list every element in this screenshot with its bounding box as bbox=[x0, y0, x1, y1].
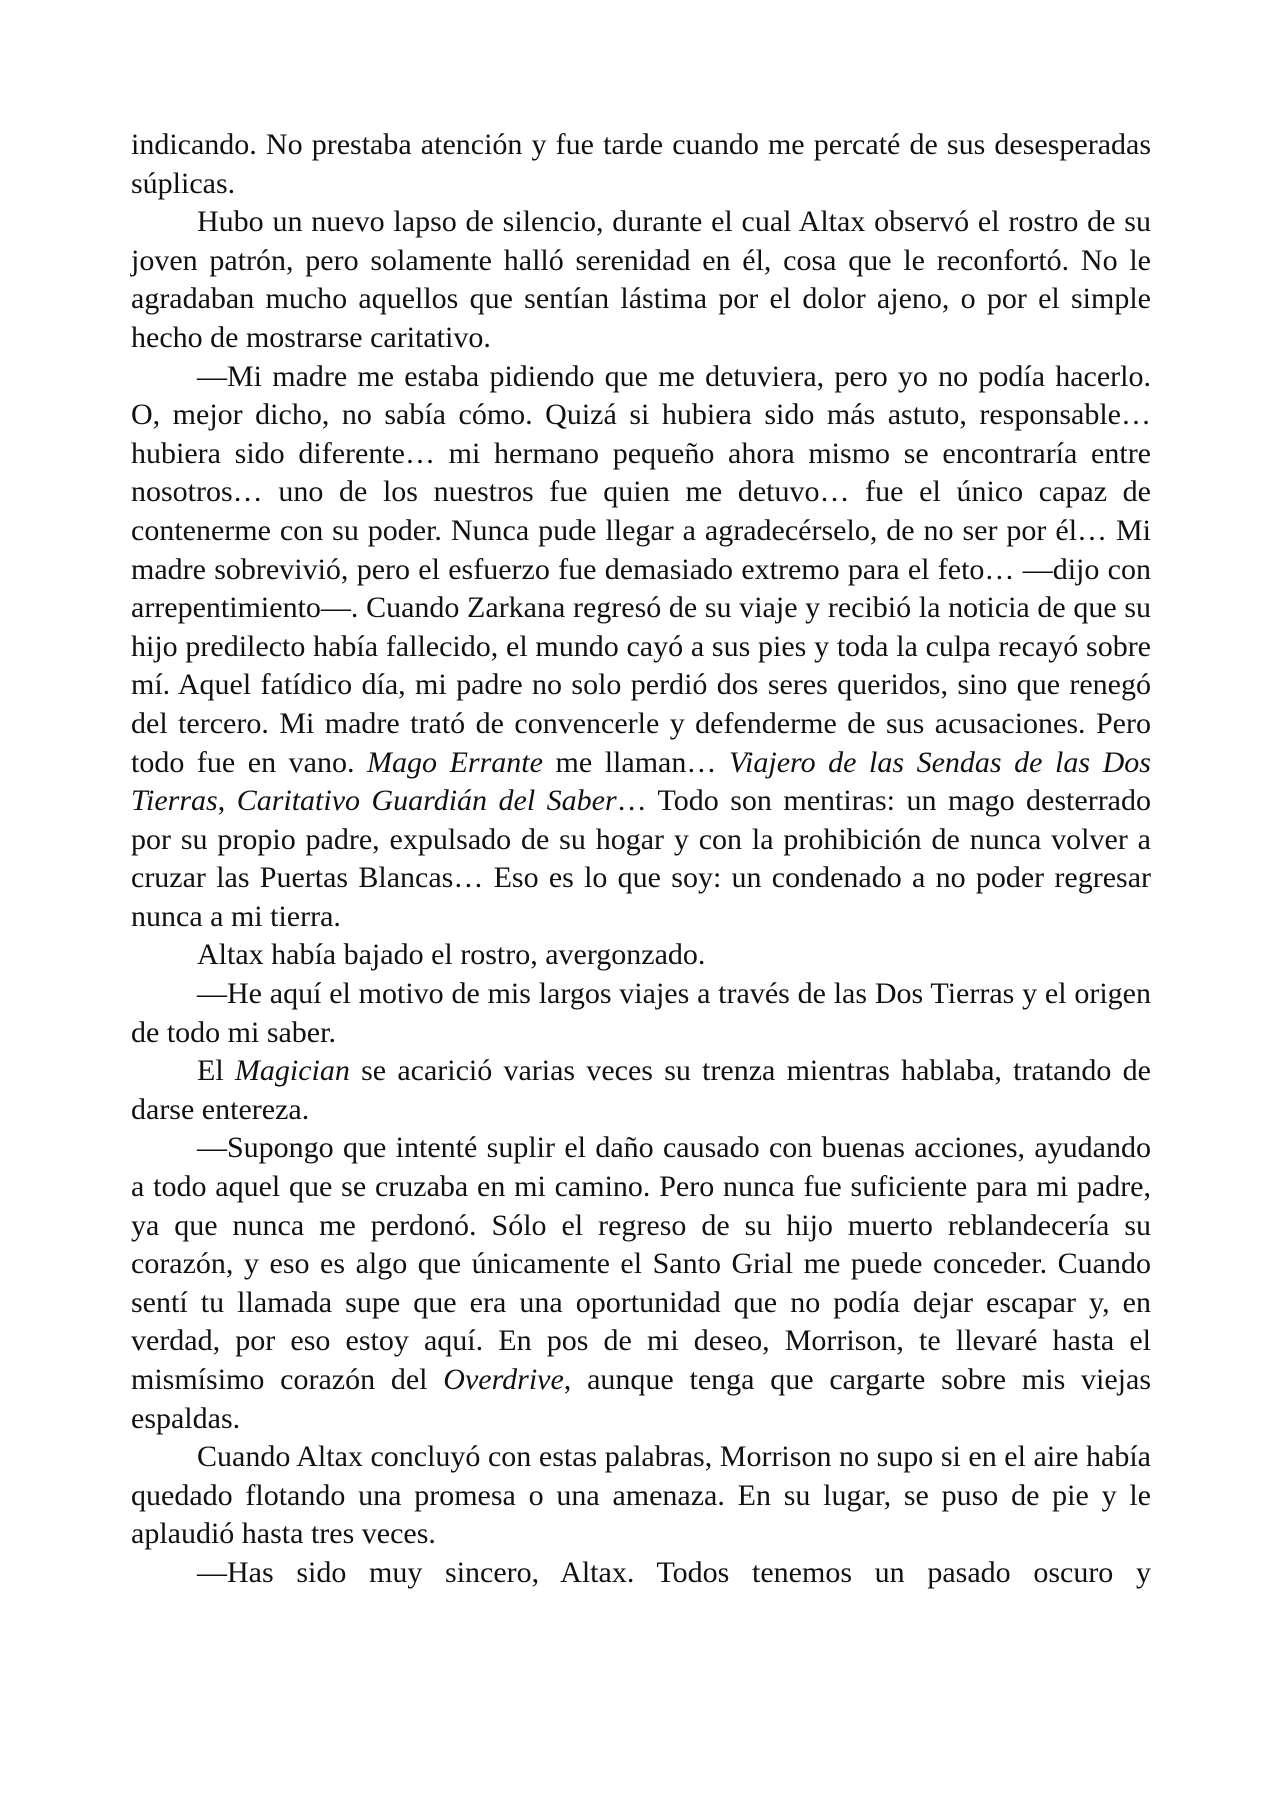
book-page-text bbox=[131, 126, 1151, 1593]
paragraph-3-text: —Mi madre me estaba pidiendo que me detuviera, pero yo no podía hacerlo. O, mejor dicho, no sabía cómo. Quizá si hubiera sido más astuto, responsable… hubiera sido diferente… mi hermano pequeño ahora mismo se encontraría entre nosotros… uno de los nuestros fue quien me detuvo… fue el único capaz de contenerme con su poder. Nunca pude llegar a agradecérselo, de no ser por él… Mi madre sobrevivió, pero el esfuerzo fue demasiado extremo para el feto… —dijo con arrepentimiento—. Cuando Zarkana regresó de su viaje y recibió la noticia de que su hijo predilecto había fallecido, el mundo cayó a sus pies y toda la culpa recayó sobre mí. Aquel fatídico día, mi padre no solo perdió dos seres queridos, sino que renegó del tercero. Mi madre trató de convencerle y defenderme de sus acusaciones. Pero todo fue en vano. bbox=[131, 359, 1151, 779]
paragraph-8-text: Cuando Altax concluyó con estas palabras, Morrison no supo si en el aire había quedado flotando una promesa o una amenaza. En su lugar, se puso de pie y le aplaudió hasta tres veces. bbox=[131, 1440, 1151, 1551]
paragraph-2 bbox=[131, 203, 1151, 357]
paragraph-9 bbox=[131, 1554, 1151, 1593]
paragraph-3-text: , bbox=[217, 784, 237, 818]
paragraph-7 bbox=[131, 1129, 1151, 1438]
italic-overdrive: Overdrive bbox=[443, 1363, 564, 1396]
paragraph-5 bbox=[131, 975, 1151, 1052]
paragraph-6-text: se acarició varias veces su trenza mientras hablaba, tratando de darse entereza. bbox=[131, 1054, 1151, 1126]
italic-viajero: Viajero de las Sendas de las Dos Tierras bbox=[131, 745, 1151, 818]
italic-magician: Magician bbox=[234, 1054, 350, 1088]
paragraph-9-text: —Has sido muy sincero, Altax. Todos tenemos un pasado oscuro y bbox=[197, 1555, 1151, 1589]
italic-guardian: Caritativo Guardián del Saber bbox=[236, 784, 617, 818]
paragraph-1-text: indicando. No prestaba atención y fue tarde cuando me percaté de sus desesperadas súplicas. bbox=[131, 128, 1151, 200]
paragraph-5-text: —He aquí el motivo de mis largos viajes a través de las Dos Tierras y el origen de todo mi saber. bbox=[131, 977, 1151, 1049]
paragraph-8 bbox=[131, 1438, 1151, 1554]
paragraph-4 bbox=[131, 936, 1151, 975]
italic-mago-errante: Mago Errante bbox=[367, 745, 543, 779]
paragraph-4-text: Altax había bajado el rostro, avergonzado. bbox=[197, 938, 706, 972]
paragraph-6 bbox=[131, 1052, 1151, 1129]
paragraph-3-text: me llaman… bbox=[542, 745, 729, 779]
paragraph-6-text: El bbox=[197, 1054, 235, 1088]
paragraph-1 bbox=[131, 126, 1151, 203]
paragraph-7-text: —Supongo que intenté suplir el daño causado con buenas acciones, ayudando a todo aquel que se cruzaba en mi camino. Pero nunca fue suficiente para mi padre, ya que nunca me perdonó. Sólo el regreso de su hijo muerto reblandecería su corazón, y eso es algo que únicamente el Santo Grial me puede conceder. Cuando sentí tu llamada supe que era una oportunidad que no podía dejar escapar y, en verdad, por eso estoy aquí. En pos de mi deseo, Morrison, te llevaré hasta el mismísimo corazón del bbox=[131, 1131, 1151, 1396]
paragraph-3 bbox=[131, 358, 1151, 937]
paragraph-7-text: , aunque tenga que cargarte sobre mis viejas espaldas. bbox=[131, 1363, 1152, 1435]
paragraph-3-text: … Todo son mentiras: un mago desterrado por su propio padre, expulsado de su hogar y con la prohibición de nunca volver a cruzar las Puertas Blancas… Eso es lo que soy: un condenado a no poder regresar nunca a mi tierra. bbox=[131, 784, 1151, 933]
paragraph-2-text: Hubo un nuevo lapso de silencio, durante el cual Altax observó el rostro de su joven patrón, pero solamente halló serenidad en él, cosa que le reconfortó. No le agradaban mucho aquellos que sentían lástima por el dolor ajeno, o por el simple hecho de mostrarse caritativo. bbox=[131, 205, 1151, 354]
